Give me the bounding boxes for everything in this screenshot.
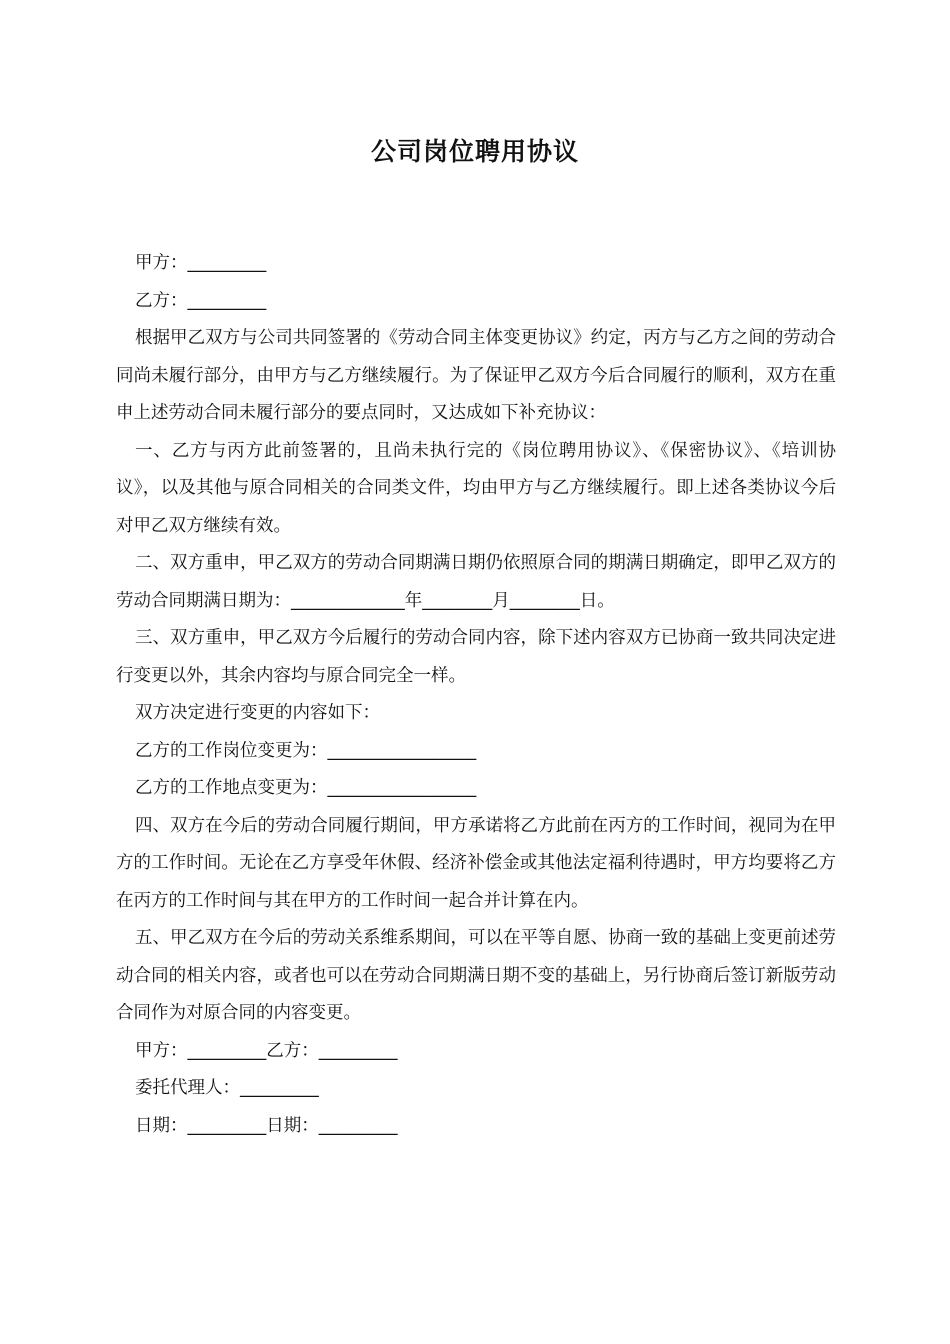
clause-1: 一、乙方与丙方此前签署的，且尚未执行完的《岗位聘用协议》、《保密协议》、《培训协议》，以及其他与原合同相关的合同类文件，均由甲方与乙方继续履行。即上述各类协议今后对甲乙双方继续有效。	[116, 440, 836, 536]
signature-line: 甲方：_________乙方：_________	[135, 1040, 398, 1061]
clause-3: 三、双方重申，甲乙双方今后履行的劳动合同内容，除下述内容双方已协商一致共同决定进行变更以外，其余内容均与原合同完全一样。	[116, 628, 836, 686]
clause-5: 五、甲乙双方在今后的劳动关系维系期间，可以在平等自愿、协商一致的基础上变更前述劳动合同的相关内容，或者也可以在劳动合同期满日期不变的基础上，另行协商后签订新版劳动合同作为对原合同的内容变更。	[116, 928, 836, 1023]
party-a-line: 甲方：_________	[135, 253, 267, 273]
clause-2: 二、双方重申，甲乙双方的劳动合同期满日期仍依照原合同的期满日期确定，即甲乙双方的劳动合同期满日期为：_____________年________月________日。	[116, 553, 836, 611]
clause-4: 四、双方在今后的劳动合同履行期间，甲方承诺将乙方此前在丙方的工作时间，视同为在甲方的工作时间。无论在乙方享受年休假、经济补偿金或其他法定福利待遇时，甲方均要将乙方在丙方的工作时间与其在甲方的工作时间一起合并计算在内。	[116, 815, 836, 911]
document-title: 公司岗位聘用协议	[370, 137, 579, 166]
agent-line: 委托代理人：_________	[135, 1078, 319, 1098]
party-b-line: 乙方：_________	[135, 290, 267, 311]
position-change-line: 乙方的工作岗位变更为：_________________	[135, 740, 477, 761]
preamble-paragraph: 根据甲乙双方与公司共同签署的《劳动合同主体变更协议》约定，丙方与乙方之间的劳动合同尚未履行部分，由甲方与乙方继续履行。为了保证甲乙双方今后合同履行的顺利，双方在重申上述劳动合同未履行部分的要点同时，又达成如下补充协议：	[116, 328, 836, 423]
location-change-line: 乙方的工作地点变更为：_________________	[135, 778, 477, 798]
document-body	[116, 245, 836, 1145]
changes-intro: 双方决定进行变更的内容如下：	[135, 703, 380, 723]
date-line: 日期：_________日期：_________	[135, 1115, 398, 1136]
